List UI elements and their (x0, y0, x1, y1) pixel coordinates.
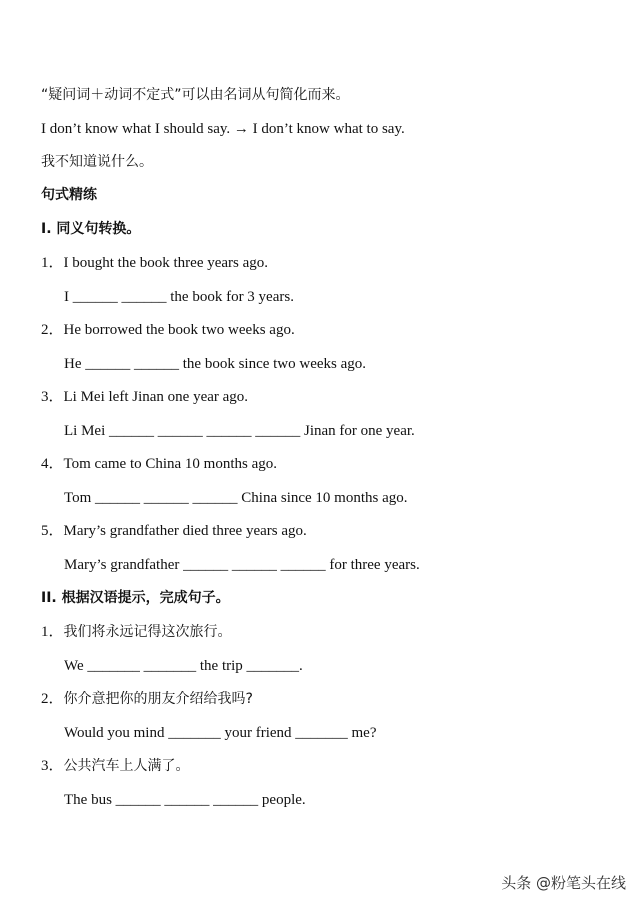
part2-heading: II. 根据汉语提示，完成句子。 (41, 590, 230, 606)
answer-line: Li Mei ______ ______ ______ ______ Jinan for one year. (64, 423, 415, 439)
item-number: 2． (41, 691, 64, 707)
question-item (41, 623, 232, 641)
question-item (41, 690, 253, 708)
intro-example-cn: 我不知道说什么。 (41, 154, 153, 170)
intro-example-en: I don’t know what I should say. → I don’t know what to say. (41, 121, 405, 137)
item-question: Mary’s grandfather died three years ago. (63, 523, 307, 539)
intro-note: “疑问词＋动词不定式”可以由名词从句简化而来。 (41, 87, 350, 103)
item-question: Li Mei left Jinan one year ago. (63, 389, 249, 405)
question-item (41, 321, 295, 339)
item-question: He borrowed the book two weeks ago. (63, 322, 295, 338)
answer-line: Would you mind _______ your friend _______ me? (64, 725, 377, 741)
item-number: 5． (41, 523, 64, 539)
answer-line: The bus ______ ______ ______ people. (64, 792, 306, 808)
answer-line: Mary’s grandfather ______ ______ ______ for three years. (64, 557, 420, 573)
question-item (41, 388, 248, 406)
item-number: 3． (41, 389, 64, 405)
item-question: 你介意把你的朋友介绍给我吗? (63, 691, 253, 707)
question-item (41, 455, 277, 473)
answer-line: I ______ ______ the book for 3 years. (64, 289, 294, 305)
item-number: 3． (41, 758, 64, 774)
item-number: 2． (41, 322, 64, 338)
item-question: 公共汽车上人满了。 (63, 758, 190, 774)
item-question: 我们将永远记得这次旅行。 (63, 624, 232, 640)
question-item (41, 522, 307, 540)
watermark: 头条 @粉笔头在线 (501, 874, 626, 892)
question-item (41, 757, 190, 775)
answer-line: He ______ ______ the book since two weeks ago. (64, 356, 367, 372)
item-question: I bought the book three years ago. (63, 255, 269, 271)
section-title: 句式精练 (41, 187, 97, 203)
item-number: 1． (41, 255, 64, 271)
item-number: 4． (41, 456, 64, 472)
answer-line: We _______ _______ the trip _______. (64, 658, 303, 674)
item-number: 1． (41, 624, 64, 640)
answer-line: Tom ______ ______ ______ China since 10 months ago. (64, 490, 408, 506)
item-question: Tom came to China 10 months ago. (63, 456, 278, 472)
part1-heading: I. 同义句转换。 (41, 221, 141, 237)
question-item (41, 254, 268, 272)
